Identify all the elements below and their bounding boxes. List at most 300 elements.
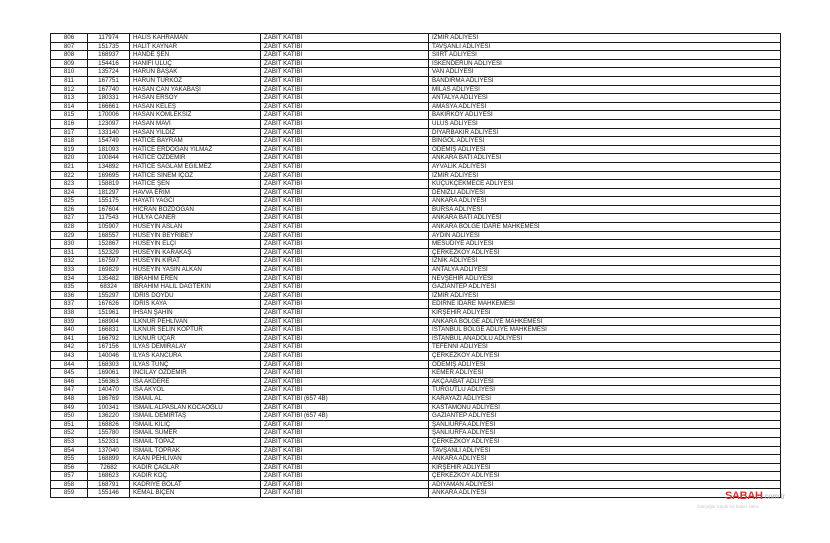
assigned-office-cell: KIRŞEHİR ADLİYESİ (429, 463, 781, 472)
assigned-office-cell: ÖDEMİŞ ADLİYESİ (429, 145, 781, 154)
job-title-cell: ZABIT KATİBİ (261, 326, 429, 335)
row-number-cell: 826 (51, 205, 88, 214)
job-title-cell: ZABIT KATİBİ (261, 145, 429, 154)
assigned-office-cell: BİNGÖL ADLİYESİ (429, 137, 781, 146)
table-row (51, 429, 781, 438)
job-title-cell: ZABIT KATİBİ (261, 274, 429, 283)
row-number-cell: 839 (51, 317, 88, 326)
table-row (51, 171, 781, 180)
assigned-office-cell: İSTANBUL BÖLGE ADLİYE MAHKEMESİ (429, 326, 781, 335)
row-number-cell: 813 (51, 94, 88, 103)
row-number-cell: 812 (51, 85, 88, 94)
row-number-cell: 829 (51, 231, 88, 240)
person-name-cell: İSMAİL SÜMER (130, 429, 261, 438)
assigned-office-cell: ANKARA BÖLGE İDARE MAHKEMESİ (429, 223, 781, 232)
registry-id-cell: 117974 (88, 34, 130, 43)
table-row (51, 369, 781, 378)
table-row (51, 283, 781, 292)
registry-id-cell: 168557 (88, 231, 130, 240)
assigned-office-cell: İZMİR ADLİYESİ (429, 171, 781, 180)
job-title-cell: ZABIT KATİBİ (261, 463, 429, 472)
row-number-cell: 830 (51, 240, 88, 249)
person-name-cell: HİCRAN BOZDOĞAN (130, 205, 261, 214)
assigned-office-cell: GAZİANTEP ADLİYESİ (429, 412, 781, 421)
registry-id-cell: 168899 (88, 455, 130, 464)
person-name-cell: HASAN ERSOY (130, 94, 261, 103)
row-number-cell: 849 (51, 403, 88, 412)
job-title-cell: ZABIT KATİBİ (261, 317, 429, 326)
job-title-cell: ZABIT KATİBİ (261, 154, 429, 163)
document-sheet (50, 33, 780, 498)
job-title-cell: ZABIT KATİBİ (261, 360, 429, 369)
job-title-cell: ZABIT KATİBİ (261, 171, 429, 180)
row-number-cell: 816 (51, 119, 88, 128)
assigned-office-cell: ANTALYA ADLİYESİ (429, 266, 781, 275)
table-row (51, 214, 781, 223)
assigned-office-cell: NEVŞEHİR ADLİYESİ (429, 274, 781, 283)
row-number-cell: 848 (51, 394, 88, 403)
table-row (51, 111, 781, 120)
person-name-cell: HAVVA ERİM (130, 188, 261, 197)
person-name-cell: KADİR KOÇ (130, 472, 261, 481)
job-title-cell: ZABIT KATİBİ (261, 489, 429, 498)
row-number-cell: 819 (51, 145, 88, 154)
registry-id-cell: 169695 (88, 171, 130, 180)
row-number-cell: 831 (51, 248, 88, 257)
table-row (51, 386, 781, 395)
person-name-cell: İLKNUR UÇAR (130, 334, 261, 343)
row-number-cell: 825 (51, 197, 88, 206)
registry-id-cell: 105907 (88, 223, 130, 232)
table-row (51, 42, 781, 51)
row-number-cell: 840 (51, 326, 88, 335)
job-title-cell: ZABIT KATİBİ (261, 369, 429, 378)
person-name-cell: İLKNUR SELİN KOPTUR (130, 326, 261, 335)
assigned-office-cell: ANKARA ADLİYESİ (429, 489, 781, 498)
job-title-cell: ZABIT KATİBİ (261, 257, 429, 266)
registry-id-cell: 140470 (88, 386, 130, 395)
person-name-cell: İLYAS DEMİRALAY (130, 343, 261, 352)
registry-id-cell: 154416 (88, 59, 130, 68)
table-row (51, 300, 781, 309)
row-number-cell: 809 (51, 59, 88, 68)
table-row (51, 394, 781, 403)
assigned-office-cell: ANKARA BATI ADLİYESİ (429, 214, 781, 223)
person-name-cell: HASAN MAVİ (130, 119, 261, 128)
person-name-cell: İSMAİL TOPRAK (130, 446, 261, 455)
assigned-office-cell: ÖDEMİŞ ADLİYESİ (429, 360, 781, 369)
job-title-cell: ZABIT KATİBİ (261, 94, 429, 103)
table-row (51, 257, 781, 266)
person-name-cell: İSMAİL AL (130, 394, 261, 403)
person-name-cell: HASAN KELEŞ (130, 102, 261, 111)
assigned-office-cell: VAN ADLİYESİ (429, 68, 781, 77)
person-name-cell: HASAN CAN YAKABAŞI (130, 85, 261, 94)
row-number-cell: 838 (51, 309, 88, 318)
table-row (51, 68, 781, 77)
registry-id-cell: 136220 (88, 412, 130, 421)
job-title-cell: ZABIT KATİBİ (261, 188, 429, 197)
assigned-office-cell: GAZİANTEP ADLİYESİ (429, 283, 781, 292)
person-name-cell: İBRAHİM EREN (130, 274, 261, 283)
person-name-cell: HASAN YILDIZ (130, 128, 261, 137)
row-number-cell: 837 (51, 300, 88, 309)
registry-id-cell: 68324 (88, 283, 130, 292)
assigned-office-cell: AKÇAABAT ADLİYESİ (429, 377, 781, 386)
row-number-cell: 810 (51, 68, 88, 77)
table-row (51, 309, 781, 318)
row-number-cell: 821 (51, 162, 88, 171)
row-number-cell: 859 (51, 489, 88, 498)
assigned-office-cell: ULUS ADLİYESİ (429, 119, 781, 128)
table-row (51, 446, 781, 455)
row-number-cell: 814 (51, 102, 88, 111)
person-name-cell: İDRİS KAYA (130, 300, 261, 309)
person-name-cell: İSA AKDERE (130, 377, 261, 386)
job-title-cell: ZABIT KATİBİ (261, 455, 429, 464)
row-number-cell: 833 (51, 266, 88, 275)
table-row (51, 137, 781, 146)
assigned-office-cell: ANKARA ADLİYESİ (429, 197, 781, 206)
registry-id-cell: 169061 (88, 369, 130, 378)
assigned-office-cell: ANKARA ADLİYESİ (429, 455, 781, 464)
assigned-office-cell: İZMİR ADLİYESİ (429, 34, 781, 43)
job-title-cell: ZABIT KATİBİ (261, 240, 429, 249)
table-row (51, 205, 781, 214)
assignment-table (50, 33, 781, 498)
row-number-cell: 847 (51, 386, 88, 395)
person-name-cell: HATİCE SİNEM İÇÖZ (130, 171, 261, 180)
person-name-cell: KEMAL BİÇEN (130, 489, 261, 498)
assigned-office-cell: BANDIRMA ADLİYESİ (429, 76, 781, 85)
table-row (51, 197, 781, 206)
registry-id-cell: 168937 (88, 51, 130, 60)
table-row (51, 437, 781, 446)
registry-id-cell: 151735 (88, 42, 130, 51)
registry-id-cell: 167626 (88, 300, 130, 309)
assigned-office-cell: KIRŞEHİR ADLİYESİ (429, 309, 781, 318)
table-row (51, 128, 781, 137)
table-row (51, 420, 781, 429)
job-title-cell: ZABIT KATİBİ (261, 334, 429, 343)
row-number-cell: 834 (51, 274, 88, 283)
job-title-cell: ZABIT KATİBİ (261, 377, 429, 386)
row-number-cell: 852 (51, 429, 88, 438)
person-name-cell: HATİCE SAĞLAM EĞİLMEZ (130, 162, 261, 171)
assigned-office-cell: İZMİR ADLİYESİ (429, 291, 781, 300)
job-title-cell: ZABIT KATİBİ (261, 180, 429, 189)
person-name-cell: HÜSEYİN YASİN ALKAN (130, 266, 261, 275)
job-title-cell: ZABIT KATİBİ (261, 446, 429, 455)
person-name-cell: HANDE ŞEN (130, 51, 261, 60)
assigned-office-cell: ÇERKEZKÖY ADLİYESİ (429, 472, 781, 481)
person-name-cell: HÜSEYİN KARAKAŞ (130, 248, 261, 257)
person-name-cell: HÜSEYİN BEYRİBEY (130, 231, 261, 240)
job-title-cell: ZABIT KATİBİ (261, 420, 429, 429)
job-title-cell: ZABIT KATİBİ (657 4B) (261, 394, 429, 403)
job-title-cell: ZABIT KATİBİ (261, 386, 429, 395)
job-title-cell: ZABIT KATİBİ (261, 472, 429, 481)
row-number-cell: 844 (51, 360, 88, 369)
registry-id-cell: 167156 (88, 343, 130, 352)
row-number-cell: 851 (51, 420, 88, 429)
registry-id-cell: 158819 (88, 180, 130, 189)
table-row (51, 188, 781, 197)
person-name-cell: İHSAN ŞAHİN (130, 309, 261, 318)
assigned-office-cell: İZNİK ADLİYESİ (429, 257, 781, 266)
job-title-cell: ZABIT KATİBİ (261, 68, 429, 77)
registry-id-cell: 133140 (88, 128, 130, 137)
table-row (51, 360, 781, 369)
row-number-cell: 807 (51, 42, 88, 51)
assigned-office-cell: ÇERKEZKÖY ADLİYESİ (429, 437, 781, 446)
job-title-cell: ZABIT KATİBİ (261, 111, 429, 120)
assigned-office-cell: ÇERKEZKÖY ADLİYESİ (429, 248, 781, 257)
row-number-cell: 824 (51, 188, 88, 197)
assigned-office-cell: ŞANLIURFA ADLİYESİ (429, 429, 781, 438)
person-name-cell: HAYATİ YAĞCI (130, 197, 261, 206)
registry-id-cell: 135724 (88, 68, 130, 77)
job-title-cell: ZABIT KATİBİ (261, 351, 429, 360)
job-title-cell: ZABIT KATİBİ (261, 429, 429, 438)
table-row (51, 34, 781, 43)
person-name-cell: HALİS KAHRAMAN (130, 34, 261, 43)
row-number-cell: 843 (51, 351, 88, 360)
job-title-cell: ZABIT KATİBİ (261, 205, 429, 214)
row-number-cell: 850 (51, 412, 88, 421)
job-title-cell: ZABIT KATİBİ (261, 248, 429, 257)
row-number-cell: 853 (51, 437, 88, 446)
table-row (51, 351, 781, 360)
person-name-cell: HARUN BAŞAK (130, 68, 261, 77)
registry-id-cell: 151961 (88, 309, 130, 318)
assigned-office-cell: KARAYAZI ADLİYESİ (429, 394, 781, 403)
registry-id-cell: 135482 (88, 274, 130, 283)
registry-id-cell: 170006 (88, 111, 130, 120)
person-name-cell: İSMAİL TOPAZ (130, 437, 261, 446)
registry-id-cell: 156363 (88, 377, 130, 386)
registry-id-cell: 169829 (88, 266, 130, 275)
assigned-office-cell: EDİRNE İDARE MAHKEMESİ (429, 300, 781, 309)
job-title-cell: ZABIT KATİBİ (657 4B) (261, 412, 429, 421)
assigned-office-cell: KÜÇÜKÇEKMECE ADLİYESİ (429, 180, 781, 189)
row-number-cell: 811 (51, 76, 88, 85)
person-name-cell: KADRİYE BOLAT (130, 480, 261, 489)
table-row (51, 162, 781, 171)
row-number-cell: 815 (51, 111, 88, 120)
row-number-cell: 806 (51, 34, 88, 43)
registry-id-cell: 72682 (88, 463, 130, 472)
person-name-cell: HÜSEYİN ELÇİ (130, 240, 261, 249)
assigned-office-cell: İSKENDERUN ADLİYESİ (429, 59, 781, 68)
job-title-cell: ZABIT KATİBİ (261, 51, 429, 60)
table-row (51, 480, 781, 489)
job-title-cell: ZABIT KATİBİ (261, 102, 429, 111)
table-row (51, 326, 781, 335)
job-title-cell: ZABIT KATİBİ (261, 231, 429, 240)
person-name-cell: HATİCE ŞEN (130, 180, 261, 189)
table-row (51, 119, 781, 128)
table-row (51, 463, 781, 472)
person-name-cell: HATİCE ERDOĞAN YILMAZ (130, 145, 261, 154)
assigned-office-cell: BAKIRKÖY ADLİYESİ (429, 111, 781, 120)
assigned-office-cell: İSTANBUL ANADOLU ADLİYESİ (429, 334, 781, 343)
table-row (51, 231, 781, 240)
table-row (51, 266, 781, 275)
job-title-cell: ZABIT KATİBİ (261, 266, 429, 275)
registry-id-cell: 152867 (88, 240, 130, 249)
job-title-cell: ZABIT KATİBİ (261, 76, 429, 85)
table-row (51, 403, 781, 412)
registry-id-cell: 100341 (88, 403, 130, 412)
registry-id-cell: 166661 (88, 102, 130, 111)
assigned-office-cell: MESUDİYE ADLİYESİ (429, 240, 781, 249)
registry-id-cell: 167597 (88, 257, 130, 266)
row-number-cell: 828 (51, 223, 88, 232)
person-name-cell: HÜLYA CANER (130, 214, 261, 223)
registry-id-cell: 117543 (88, 214, 130, 223)
registry-id-cell: 140046 (88, 351, 130, 360)
job-title-cell: ZABIT KATİBİ (261, 42, 429, 51)
table-row (51, 85, 781, 94)
watermark-tagline: Gerçeğin izinde bir haber sitesi (697, 504, 759, 509)
table-row (51, 334, 781, 343)
person-name-cell: HALİT KAYNAR (130, 42, 261, 51)
registry-id-cell: 155175 (88, 197, 130, 206)
row-number-cell: 835 (51, 283, 88, 292)
registry-id-cell: 167751 (88, 76, 130, 85)
row-number-cell: 820 (51, 154, 88, 163)
registry-id-cell: 181297 (88, 188, 130, 197)
row-number-cell: 845 (51, 369, 88, 378)
person-name-cell: İSMAİL KILIÇ (130, 420, 261, 429)
assigned-office-cell: ANKARA BATI ADLİYESİ (429, 154, 781, 163)
registry-id-cell: 155146 (88, 489, 130, 498)
registry-id-cell: 137040 (88, 446, 130, 455)
row-number-cell: 846 (51, 377, 88, 386)
assigned-office-cell: TAVŞANLI ADLİYESİ (429, 42, 781, 51)
assigned-office-cell: KEMER ADLİYESİ (429, 369, 781, 378)
assigned-office-cell: AYVALIK ADLİYESİ (429, 162, 781, 171)
registry-id-cell: 167604 (88, 205, 130, 214)
table-row (51, 240, 781, 249)
registry-id-cell: 168826 (88, 420, 130, 429)
job-title-cell: ZABIT KATİBİ (261, 119, 429, 128)
table-row (51, 377, 781, 386)
job-title-cell: ZABIT KATİBİ (261, 480, 429, 489)
assigned-office-cell: ADIYAMAN ADLİYESİ (429, 480, 781, 489)
person-name-cell: HARUN TÜRKÖZ (130, 76, 261, 85)
table-row (51, 76, 781, 85)
registry-id-cell: 167740 (88, 85, 130, 94)
table-row (51, 291, 781, 300)
job-title-cell: ZABIT KATİBİ (261, 437, 429, 446)
registry-id-cell: 134892 (88, 162, 130, 171)
job-title-cell: ZABIT KATİBİ (261, 343, 429, 352)
job-title-cell: ZABIT KATİBİ (261, 85, 429, 94)
assigned-office-cell: AYDIN ADLİYESİ (429, 231, 781, 240)
table-row (51, 180, 781, 189)
person-name-cell: İNCİLAY ÖZDEMİR (130, 369, 261, 378)
person-name-cell: İSMAİL ALPASLAN KOCAOĞLU (130, 403, 261, 412)
registry-id-cell: 155780 (88, 429, 130, 438)
registry-id-cell: 168623 (88, 472, 130, 481)
row-number-cell: 832 (51, 257, 88, 266)
job-title-cell: ZABIT KATİBİ (261, 223, 429, 232)
table-row (51, 145, 781, 154)
person-name-cell: HANİFİ ULUÇ (130, 59, 261, 68)
assigned-office-cell: DİYARBAKIR ADLİYESİ (429, 128, 781, 137)
person-name-cell: İSA AKYOL (130, 386, 261, 395)
row-number-cell: 855 (51, 455, 88, 464)
row-number-cell: 856 (51, 463, 88, 472)
job-title-cell: ZABIT KATİBİ (261, 34, 429, 43)
assigned-office-cell: ANKARA BÖLGE ADLİYE MAHKEMESİ (429, 317, 781, 326)
registry-id-cell: 168791 (88, 480, 130, 489)
job-title-cell: ZABIT KATİBİ (261, 283, 429, 292)
sabah-watermark (695, 490, 815, 526)
row-number-cell: 827 (51, 214, 88, 223)
assigned-office-cell: ÇERKEZKÖY ADLİYESİ (429, 351, 781, 360)
sabah-logo: SABAH.com.tr (725, 490, 785, 502)
registry-id-cell: 186769 (88, 394, 130, 403)
table-row (51, 102, 781, 111)
assigned-office-cell: ANTALYA ADLİYESİ (429, 94, 781, 103)
table-row (51, 343, 781, 352)
person-name-cell: HASAN KÖMLEKSİZ (130, 111, 261, 120)
row-number-cell: 823 (51, 180, 88, 189)
table-row (51, 274, 781, 283)
row-number-cell: 817 (51, 128, 88, 137)
table-row (51, 248, 781, 257)
assigned-office-cell: KASTAMONU ADLİYESİ (429, 403, 781, 412)
assigned-office-cell: SİİRT ADLİYESİ (429, 51, 781, 60)
person-name-cell: HATİCE BAYRAM (130, 137, 261, 146)
table-row (51, 94, 781, 103)
registry-id-cell: 152329 (88, 248, 130, 257)
person-name-cell: İLYAS KANCURA (130, 351, 261, 360)
person-name-cell: KAAN PEHLİVAN (130, 455, 261, 464)
assigned-office-cell: DENİZLİ ADLİYESİ (429, 188, 781, 197)
job-title-cell: ZABIT KATİBİ (261, 403, 429, 412)
row-number-cell: 822 (51, 171, 88, 180)
table-row (51, 223, 781, 232)
person-name-cell: İSMAİL DEMİRTAŞ (130, 412, 261, 421)
registry-id-cell: 166831 (88, 326, 130, 335)
job-title-cell: ZABIT KATİBİ (261, 197, 429, 206)
registry-id-cell: 168303 (88, 360, 130, 369)
row-number-cell: 854 (51, 446, 88, 455)
person-name-cell: İLKNUR PEHLİVAN (130, 317, 261, 326)
registry-id-cell: 123097 (88, 119, 130, 128)
registry-id-cell: 180331 (88, 94, 130, 103)
job-title-cell: ZABIT KATİBİ (261, 291, 429, 300)
row-number-cell: 842 (51, 343, 88, 352)
registry-id-cell: 166792 (88, 334, 130, 343)
assigned-office-cell: BURSA ADLİYESİ (429, 205, 781, 214)
job-title-cell: ZABIT KATİBİ (261, 214, 429, 223)
assigned-office-cell: TEFENNİ ADLİYESİ (429, 343, 781, 352)
table-row (51, 472, 781, 481)
assigned-office-cell: ŞANLIURFA ADLİYESİ (429, 420, 781, 429)
registry-id-cell: 152331 (88, 437, 130, 446)
row-number-cell: 857 (51, 472, 88, 481)
table-row (51, 455, 781, 464)
job-title-cell: ZABIT KATİBİ (261, 128, 429, 137)
table-row (51, 317, 781, 326)
assigned-office-cell: AMASYA ADLİYESİ (429, 102, 781, 111)
person-name-cell: İLYAS TUNÇ (130, 360, 261, 369)
